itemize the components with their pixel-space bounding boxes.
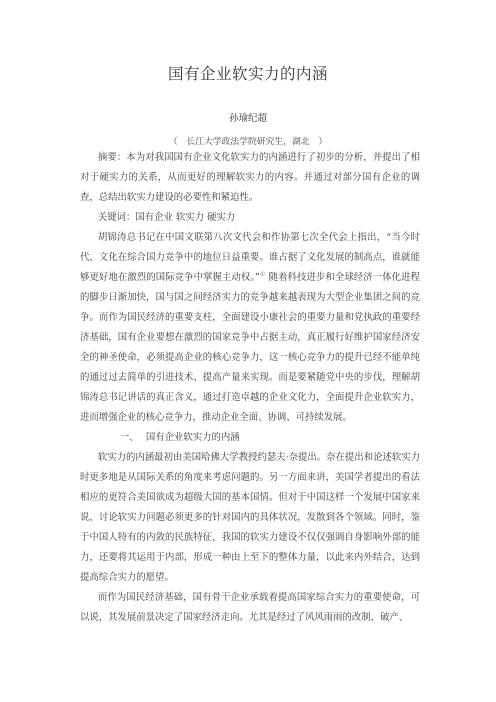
paragraph-intro bbox=[80, 228, 420, 428]
section-heading bbox=[80, 428, 420, 448]
paragraph-definition: 软实力的内涵最初由美国哈佛大学教授约瑟夫·奈提出。奈在提出和论述软实力时更多地是从国际关系的角度来考虑问题的。另一方面来讲，美国学者提出的看法相应的更符合美国欲成为超级大国的基本国情。但对于中国这样一个发展中国家来说，讨论软实力问题必须更多的针对国内的具体状况，发散到各个领域。同时，鉴于中国人特有的内敛的民族特征，我国的软实力建设不仅仅强调自身影响外部的能力，还要将其运用于内部，形成一种由上至下的整体力量，以此来内外结合，达到提高综合实力的愿望。 bbox=[80, 452, 420, 583]
paragraph-intro-text-a: 胡锦涛总书记在中国文联第八次文代会和作协第七次全代会上指出，“当今时代，文化在综合国力竞争中的地位日益重要。谁占据了文化发展的制高点，谁就能够更好地在激烈的国际竞争中掌握主动权。” bbox=[80, 232, 420, 283]
footnote-marker: ① bbox=[259, 270, 266, 278]
paragraph-intro-text-b: 随着科技进步和全球经济一体化进程的脚步日渐加快，国与国之间经济实力的竞争越来越表现为大型企业集团之间的竞争。而作为国民经济的重要支柱，全面建设小康社会的重要力量和党执政的重要经济基础，国有企业要想在激烈的国家竞争中占据主动，真正履行好维护国家经济安全的神圣使命，必须提高企业的核心竞争力，这一核心竞争力的提升已经不能单纯的通过过去简单的引进技术、提高产量来实现。而是要紧随党中央的步伐，理解胡锦涛总书记讲话的真正含义，通过打造卓越的企业文化力，全面提升企业软实力，进而增强企业的核心竞争力，推动企业全面、协调、可持续发展。 bbox=[80, 272, 420, 423]
paragraph-state-enterprises: 而作为国民经济基础，国有骨干企业承载着提高国家综合实力的重要使命，可以说，其发展前景决定了国家经济走向。尤其是经过了风风雨雨的改制、破产、 bbox=[80, 592, 420, 623]
abstract: 摘要：本为对我国国有企业文化软实力的内涵进行了初步的分析，并提出了相对于硬实力的关系，从而更好的理解软实力的内容。并通过对部分国有企业的调查，总结出软实力建设的必要性和紧迫性。 bbox=[80, 152, 420, 203]
section-title: 国有企业软实力的内涵 bbox=[145, 432, 240, 443]
paper-body bbox=[80, 148, 420, 628]
paper-title: 国有企业软实力的内涵 bbox=[167, 65, 328, 83]
section-number: 一、 bbox=[119, 432, 139, 443]
keywords: 关键词：国有企业 软实力 硬实力 bbox=[97, 212, 236, 223]
paper-affiliation: （ 长江大学政法学院研究生，湖北 ） bbox=[168, 137, 328, 147]
paper-author: 孙瑜纪超 bbox=[228, 113, 267, 124]
